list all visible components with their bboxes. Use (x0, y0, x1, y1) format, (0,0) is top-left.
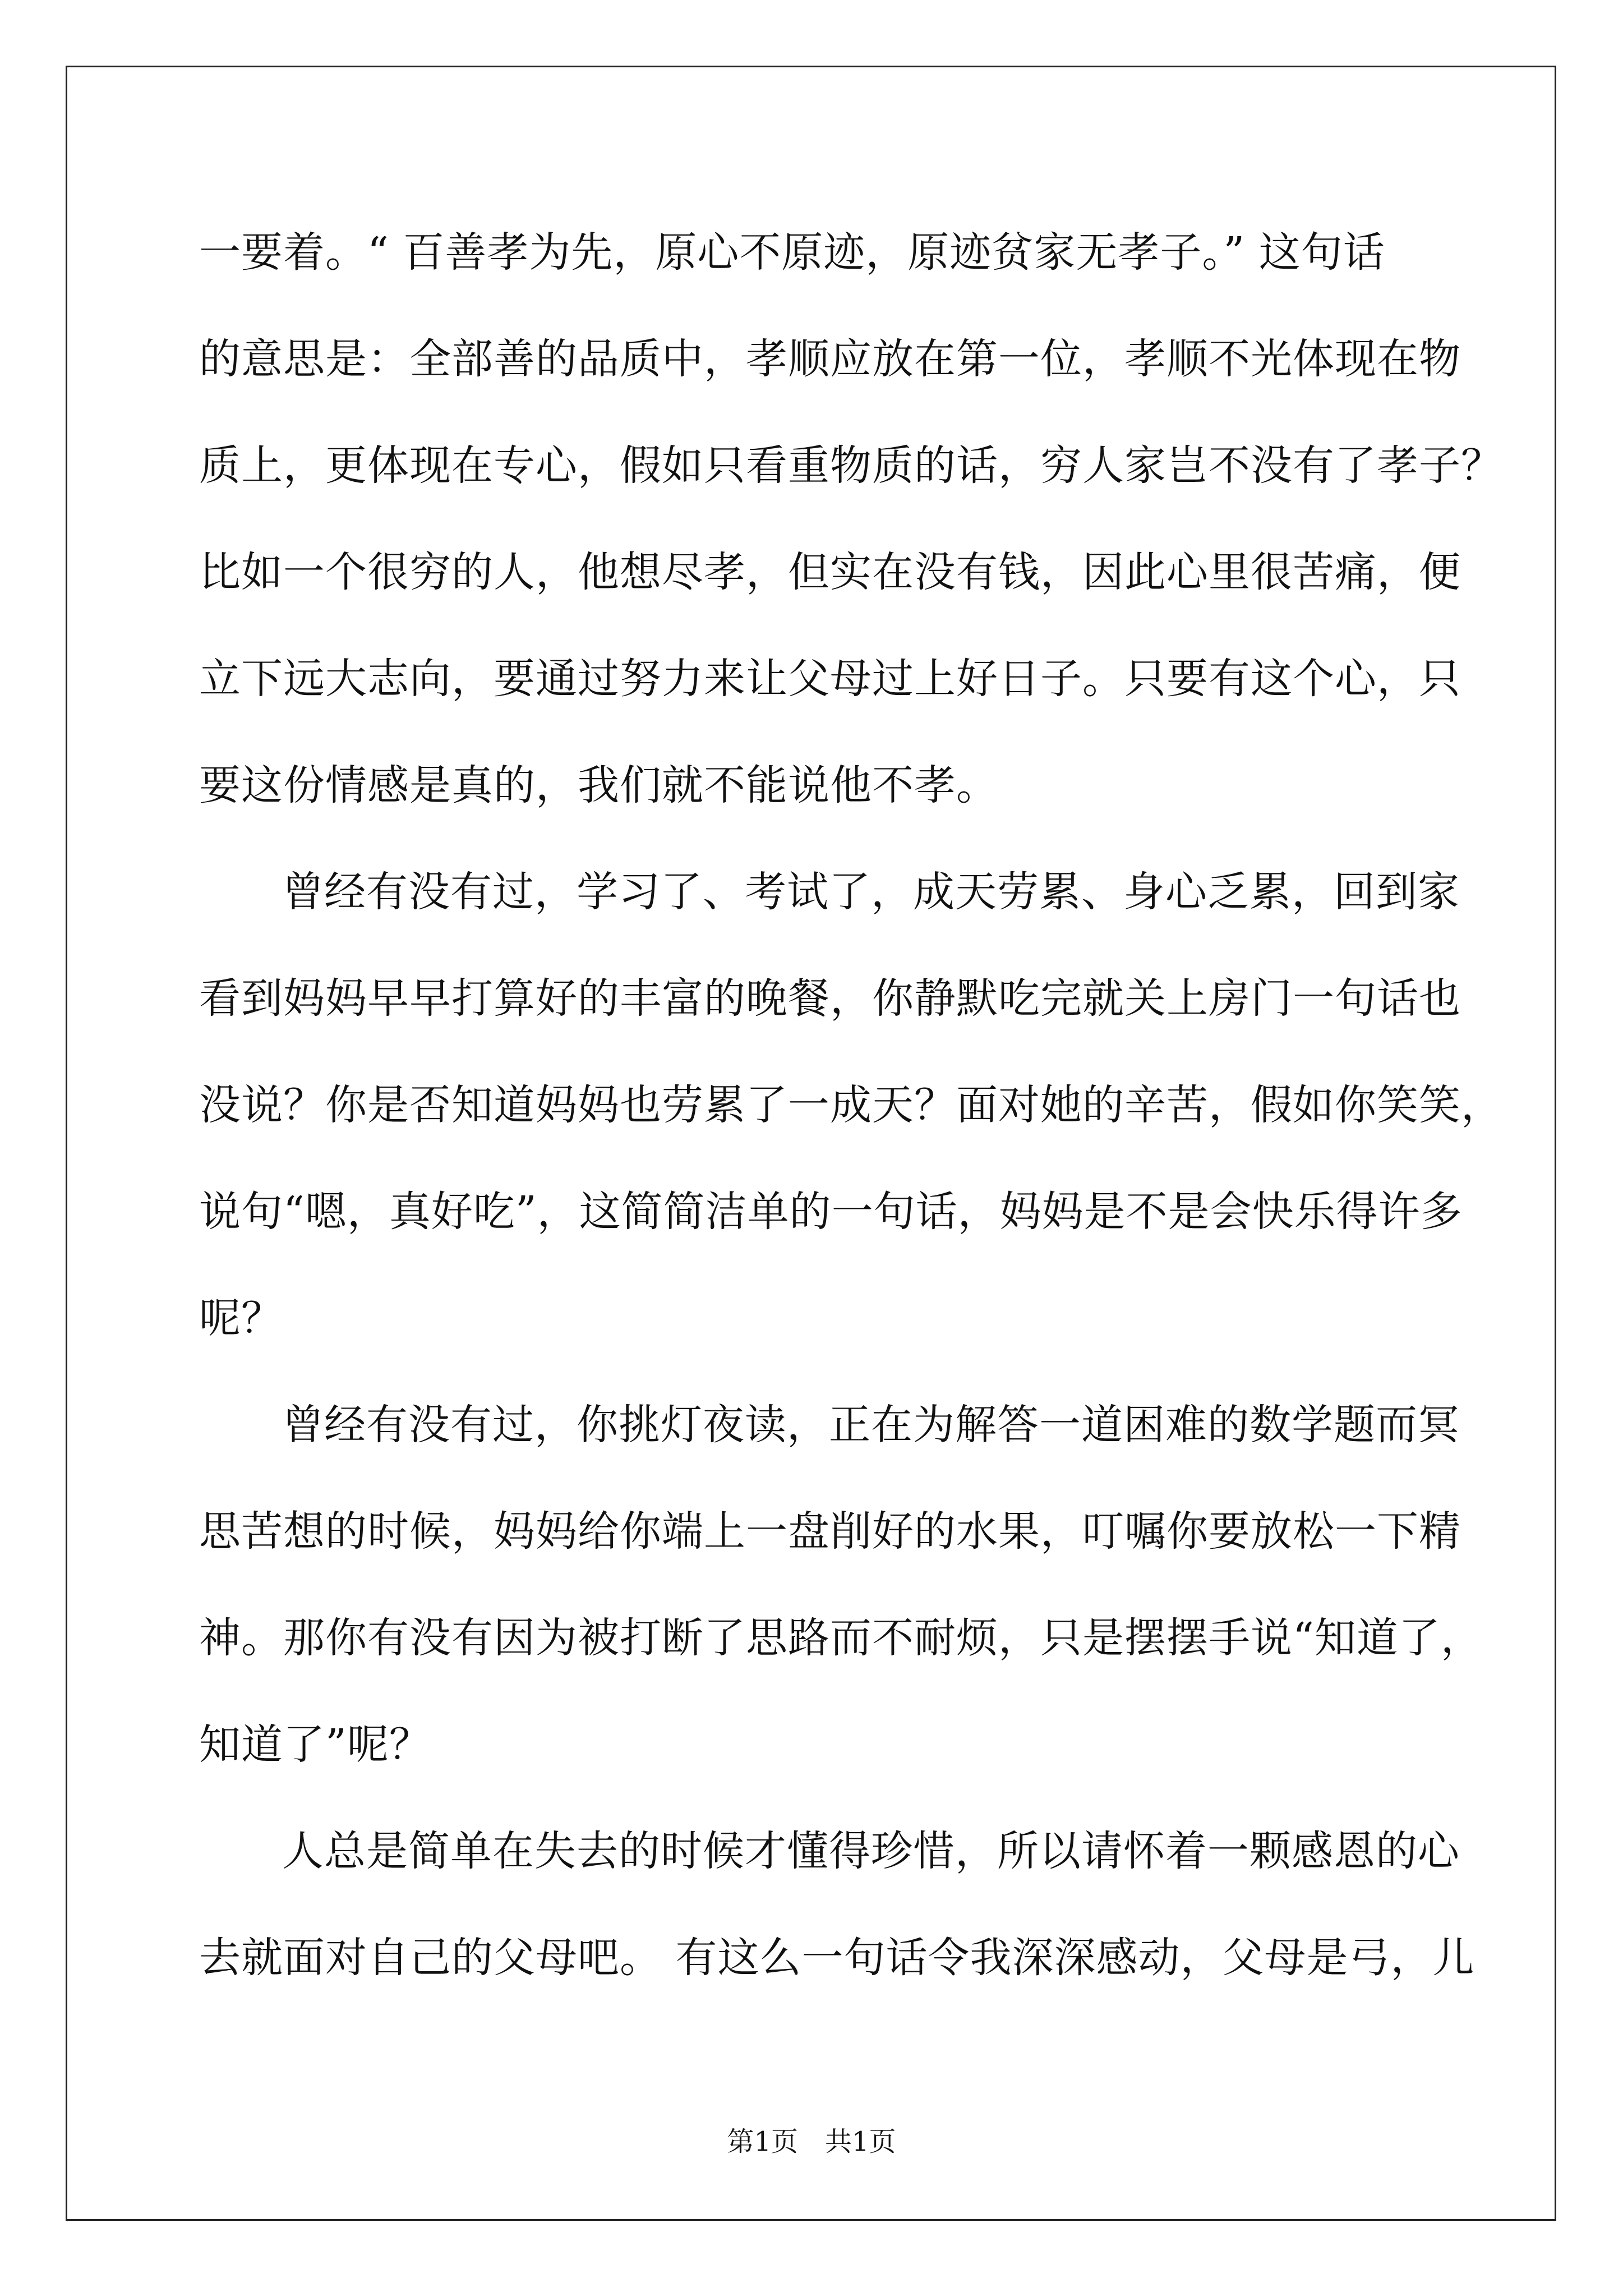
text-line: 说句“嗯，真好吃”，这简简洁单的一句话，妈妈是不是会快乐得许多 (199, 1188, 1463, 1236)
text-line: 看到妈妈早早打算好的丰富的晚餐，你静默吃完就关上房门一句话也 (199, 974, 1461, 1023)
text-line: 立下远大志向，要通过努力来让父母过上好日子。只要有这个心，只 (199, 655, 1461, 703)
text-line-paragraph-start: 曾经有没有过，你挑灯夜读，正在为解答一道困难的数学题而冥 (282, 1401, 1460, 1449)
text-line: 一要着。“ 百善孝为先，原心不原迹，原迹贫家无孝子。” 这句话 (199, 228, 1385, 277)
document-body (199, 222, 1503, 2033)
text-line: 质上，更体现在专心，假如只看重物质的话，穷人家岂不没有了孝子？ (199, 441, 1503, 490)
text-line-paragraph-start: 曾经有没有过，学习了、考试了，成天劳累、身心乏累，回到家 (282, 868, 1460, 916)
text-line: 的意思是：全部善的品质中，孝顺应放在第一位，孝顺不光体现在物 (199, 335, 1461, 383)
text-line: 没说？你是否知道妈妈也劳累了一成天？面对她的辛苦，假如你笑笑， (199, 1081, 1503, 1129)
text-line: 呢？ (199, 1294, 283, 1342)
text-line-paragraph-start: 人总是简单在失去的时候才懂得珍惜，所以请怀着一颗感恩的心 (282, 1827, 1460, 1875)
page-footer: 第1页 共1页 (727, 2126, 896, 2157)
text-line: 要这份情感是真的，我们就不能说他不孝。 (199, 761, 998, 809)
text-line: 比如一个很穷的人，他想尽孝，但实在没有钱，因此心里很苦痛，便 (199, 548, 1461, 596)
text-line: 知道了”呢？ (199, 1720, 431, 1769)
text-line: 神。那你有没有因为被打断了思路而不耐烦，只是摆摆手说“知道了， (199, 1614, 1483, 1662)
text-line: 去就面对自己的父母吧。 有这么一句话令我深深感动，父母是弓，儿 (199, 1934, 1475, 1982)
text-line: 思苦想的时候，妈妈给你端上一盘削好的水果，叮嘱你要放松一下精 (199, 1507, 1461, 1556)
